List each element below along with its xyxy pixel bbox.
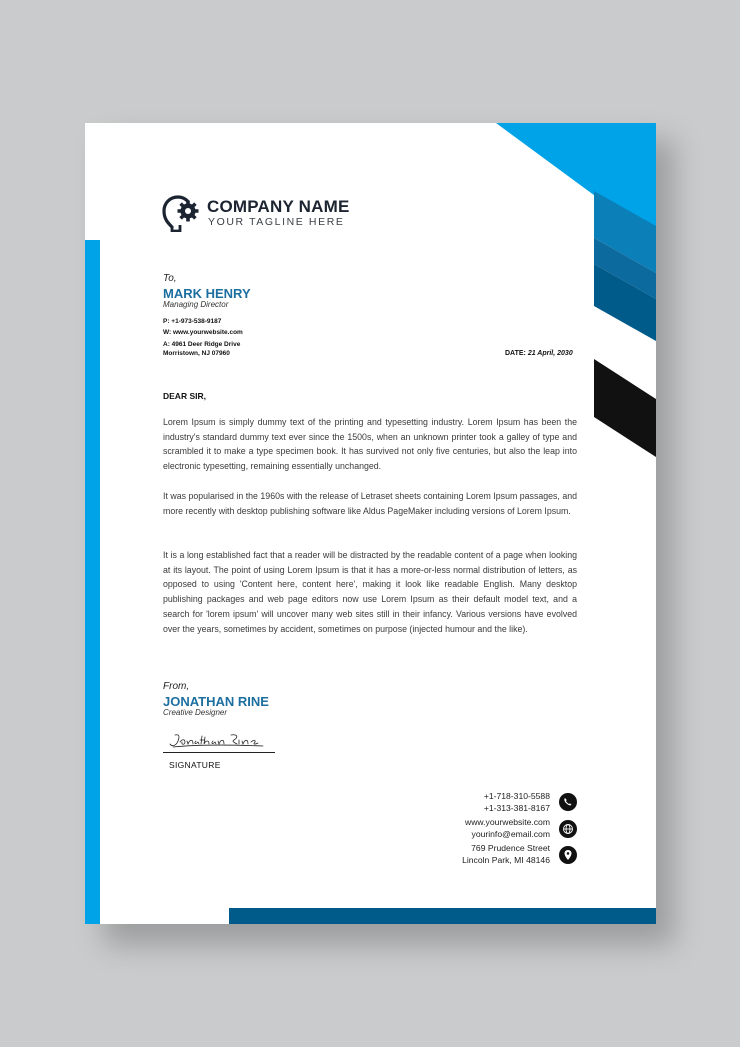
- sender-name: JONATHAN RINE: [163, 694, 269, 709]
- footer-address-1: 769 Prudence Street: [471, 843, 550, 853]
- recipient-name: MARK HENRY: [163, 286, 251, 301]
- recipient-title: Managing Director: [163, 300, 229, 309]
- body-paragraph-2: It was popularised in the 1960s with the release of Letraset sheets containing Lorem Ipsum passages, and more recently with desktop publishing software like Aldus PageMaker including versions of Lorem Ipsum.: [163, 491, 577, 516]
- date-label: DATE:: [505, 350, 526, 357]
- corner-decoration: [496, 123, 656, 463]
- sender-title: Creative Designer: [163, 708, 228, 717]
- body-paragraph-3: It is a long established fact that a reader will be distracted by the readable content of a page when looking at its layout. The point of using Lorem Ipsum is that it has a more-or-less normal distribution of letters, as opposed to using 'Content here, content here', making it look like readable English. Many desktop publishing packages and web page editors now use Lorem Ipsum as their default model text, and a search for 'lorem ipsum' will uncover many web sites still in their infancy. Various versions have evolved over the years, sometimes by accident, sometimes on purpose (injected humour and the like).: [163, 550, 577, 634]
- company-tagline: YOUR TAGLINE HERE: [208, 216, 345, 228]
- letterhead-page: [85, 123, 656, 924]
- footer-phone-2: +1-313-381-8167: [483, 803, 550, 813]
- date-value: 21 April, 2030: [527, 350, 573, 357]
- recipient-website: W: www.yourwebsite.com: [163, 329, 243, 336]
- recipient-address-line2: Morristown, NJ 07960: [163, 350, 230, 357]
- to-label: To,: [163, 273, 177, 284]
- handwritten-signature: [167, 732, 267, 750]
- recipient-phone: P: +1-973-538-9187: [163, 318, 222, 325]
- left-accent-bar: [85, 240, 100, 924]
- lightbulb-gear-icon: [161, 194, 201, 232]
- location-pin-icon: [559, 846, 577, 864]
- signature-line: [163, 752, 275, 753]
- from-label: From,: [163, 681, 190, 692]
- signature-label: SIGNATURE: [169, 760, 221, 770]
- letter-date: [505, 350, 573, 357]
- recipient-address-line1: A: 4961 Deer Ridge Drive: [163, 341, 241, 348]
- bottom-accent-bar: [229, 908, 656, 924]
- phone-icon: [559, 793, 577, 811]
- footer-website: www.yourwebsite.com: [464, 817, 550, 827]
- footer-phone-1: +1-718-310-5588: [483, 791, 550, 801]
- body-paragraph-1: Lorem Ipsum is simply dummy text of the printing and typesetting industry. Lorem Ipsum has been the industry's standard dummy text ever since the 1500s, when an unknown printer took a galley of type and scrambled it to make a type specimen book. It has survived not only five centuries, but also the leap into electronic typesetting, remaining essentially unchanged.: [163, 417, 577, 472]
- globe-icon: [559, 820, 577, 838]
- footer-address-2: Lincoln Park, MI 48146: [462, 855, 550, 865]
- salutation: DEAR SIR,: [163, 391, 206, 401]
- footer-email: yourinfo@email.com: [471, 829, 550, 839]
- company-name: COMPANY NAME: [207, 197, 350, 216]
